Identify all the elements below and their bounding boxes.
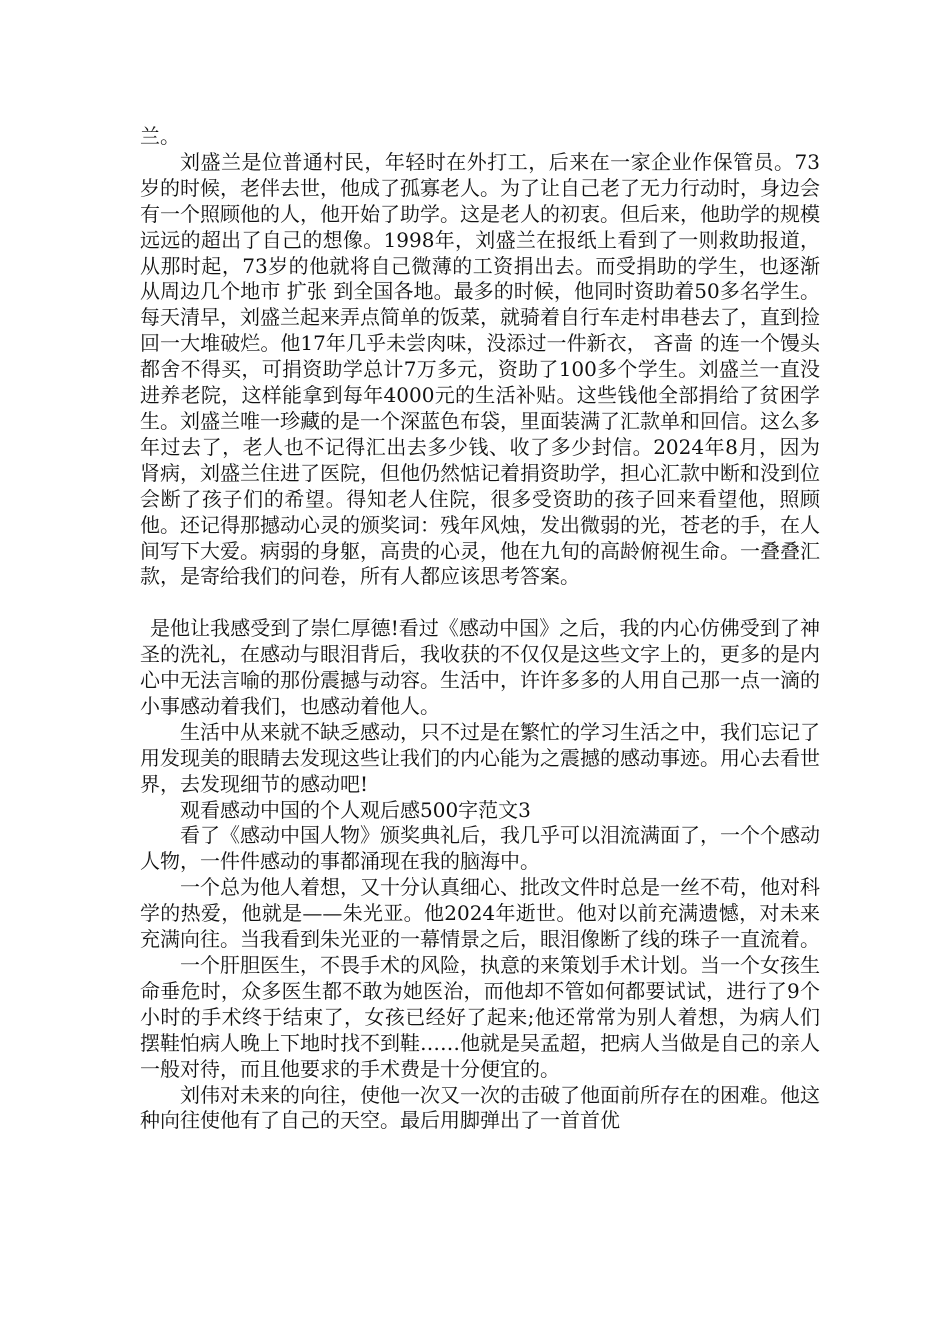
document-page [140, 124, 820, 1134]
blank-line [140, 590, 820, 616]
paragraph-1: 兰。 [140, 124, 180, 148]
paragraph-2: 刘盛兰是位普通村民，年轻时在外打工，后来在一家企业作保管员。73岁的时候，老伴去世，他成了孤寡老人。为了让自己老了无力行动时，身边会有一个照顾他的人，他开始了助学。这是老人的初衷。但后来，他助学的规模远远的超出了自己的想像。1998年，刘盛兰在报纸上看到了一则救助报道，从那时起，73岁的他就将自己微薄的工资捐出去。而受捐助的学生，也逐渐从周边几个地市 扩张 到全国各地。最多的时候，他同时资助着50多名学生。每天清早，刘盛兰起来弄点简单的饭菜，就骑着自行车走村串巷去了，直到捡回一大堆破烂。他17年几乎未尝肉味，没添过一件新衣， 吝啬 的连一个馒头都舍不得买，可捐资助学总计7万多元，资助了100多个学生。刘盛兰一直没进养老院，这样能拿到每年4000元的生活补贴。这些钱他全部捐给了贫困学生。刘盛兰唯一珍藏的是一个深蓝色布袋，里面装满了汇款单和回信。这么多年过去了，老人也不记得汇出去多少钱、收了多少封信。2024年8月，因为肾病，刘盛兰住进了医院，但他仍然惦记着捐资助学，担心汇款中断和没到位会断了孩子们的希望。得知老人住院，很多受资助的孩子回来看望他，照顾他。还记得那撼动心灵的颁奖词：残年风烛，发出微弱的光，苍老的手，在人间写下大爱。病弱的身躯，高贵的心灵，他在九旬的高龄俯视生命。一叠叠汇款，是寄给我们的问卷，所有人都应该思考答案。 [140, 149, 820, 589]
paragraph-7: 一个肝胆医生，不畏手术的风险，执意的来策划手术计划。当一个女孩生命垂危时，众多医生都不敢为她医治，而他却不管如何都要试试，进行了9个小时的手术终于结束了，女孩已经好了起来;他还常常为别人着想，为病人们摆鞋怕病人晚上下地时找不到鞋……他就是吴孟超，把病人当做是自己的亲人一般对待，而且他要求的手术费是十分便宜的。 [140, 952, 820, 1081]
paragraph-3: 是他让我感受到了崇仁厚德!看过《感动中国》之后，我的内心仿佛受到了神圣的洗礼，在感动与眼泪背后，我收获的不仅仅是这些文字上的，更多的是内心中无法言喻的那份震撼与动容。生活中，许许多多的人用自己那一点一滴的小事感动着我们，也感动着他人。 [140, 616, 820, 718]
paragraph-5: 看了《感动中国人物》颁奖典礼后，我几乎可以泪流满面了，一个个感动人物，一件件感动的事都涌现在我的脑海中。 [140, 823, 820, 874]
paragraph-6: 一个总为他人着想，又十分认真细心、批改文件时总是一丝不苟，他对科学的热爱，他就是——朱光亚。他2024年逝世。他对以前充满遗憾，对未来充满向往。当我看到朱光亚的一幕情景之后，眼泪像断了线的珠子一直流着。 [140, 875, 820, 952]
section-title: 观看感动中国的个人观后感500字范文3 [180, 797, 531, 822]
paragraph-8: 刘伟对未来的向往，使他一次又一次的击破了他面前所存在的困难。他这种向往使他有了自己的天空。最后用脚弹出了一首首优 [140, 1082, 820, 1133]
paragraph-4: 生活中从来就不缺乏感动，只不过是在繁忙的学习生活之中，我们忘记了用发现美的眼睛去发现这些让我们的内心能为之震撼的感动事迹。用心去看世界，去发现细节的感动吧! [140, 719, 820, 796]
